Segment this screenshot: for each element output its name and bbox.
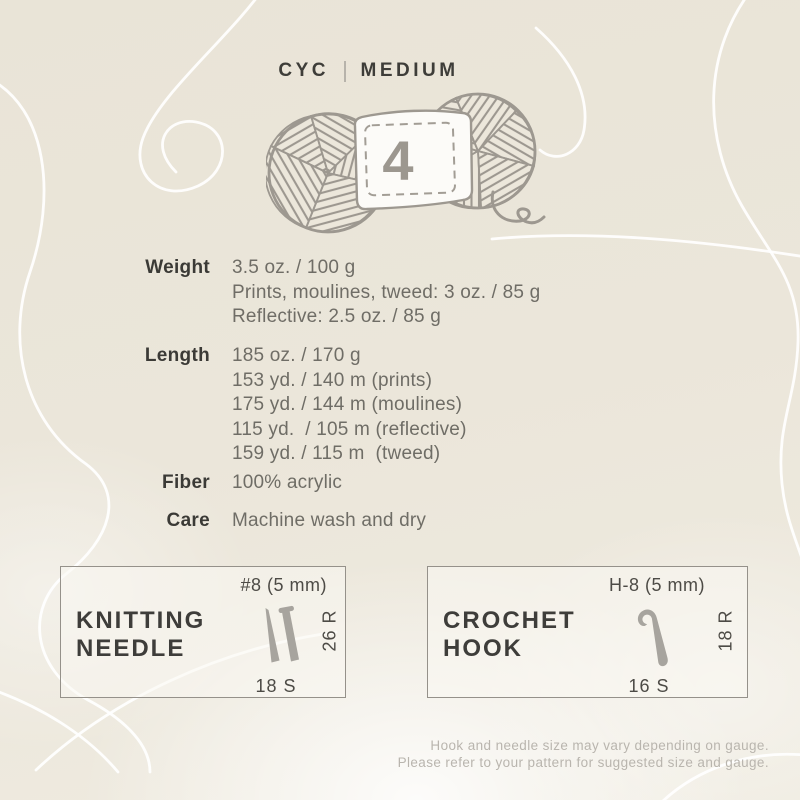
spec-value-line: Prints, moulines, tweed: 3 oz. / 85 g	[232, 281, 541, 303]
spec-value-line: 185 oz. / 170 g	[232, 345, 361, 366]
title-line: KNITTING	[76, 607, 206, 634]
spec-value-line: Machine wash and dry	[232, 510, 427, 531]
title-line: NEEDLE	[76, 635, 186, 662]
spec-label: Fiber	[162, 472, 210, 493]
footer-note	[398, 737, 769, 771]
spec-value-line: 115 yd. / 105 m (reflective)	[232, 418, 467, 440]
crochet-hook-box	[427, 566, 748, 698]
crochet-stitches-gauge: 16 S	[628, 676, 670, 696]
knitting-rows-gauge: 26 R	[319, 609, 340, 652]
title-line: HOOK	[443, 635, 523, 662]
knitting-needle-box	[60, 566, 346, 698]
header	[0, 60, 737, 82]
knitting-stitches-gauge: 18 S	[255, 676, 297, 696]
spec-value-line: 159 yd. / 115 m (tweed)	[232, 443, 441, 464]
spec-values	[232, 471, 342, 496]
spec-values	[232, 344, 467, 467]
spec-row-care	[0, 509, 426, 534]
header-standard: CYC	[278, 60, 330, 81]
spec-value-line: 175 yd. / 144 m (moulines)	[232, 394, 463, 415]
crochet-hook-title	[443, 607, 576, 663]
knitting-needles-icon	[251, 602, 303, 668]
spec-label: Weight	[145, 257, 210, 278]
title-line: CROCHET	[443, 607, 576, 634]
yarn-weight-number: 4	[382, 129, 414, 192]
spec-row-weight	[0, 256, 540, 330]
spec-value-line: Reflective: 2.5 oz. / 85 g	[232, 306, 442, 327]
spec-value-line: 153 yd. / 140 m (prints)	[232, 369, 433, 391]
spec-value-line: 3.5 oz. / 100 g	[232, 257, 356, 278]
spec-values	[232, 509, 426, 534]
crochet-hook-icon	[631, 606, 675, 668]
footer-line: Hook and needle size may vary depending on gauge.	[430, 738, 769, 753]
spec-label: Length	[144, 345, 210, 366]
spec-value-line: 100% acrylic	[232, 472, 343, 493]
spec-label: Care	[166, 510, 210, 531]
crochet-rows-gauge: 18 R	[715, 609, 736, 652]
yarn-weight-label	[355, 111, 472, 209]
footer-line: Please refer to your pattern for suggested size and gauge.	[397, 755, 769, 770]
knitting-needle-size: #8 (5 mm)	[240, 575, 327, 595]
yarn-skein-icon	[266, 91, 546, 247]
header-divider	[344, 61, 346, 82]
spec-values	[232, 256, 540, 330]
header-weight-name: MEDIUM	[360, 60, 459, 81]
spec-row-fiber	[0, 471, 342, 496]
spec-row-length	[0, 344, 467, 467]
crochet-hook-size: H-8 (5 mm)	[609, 575, 705, 595]
knitting-needle-title	[76, 607, 205, 663]
